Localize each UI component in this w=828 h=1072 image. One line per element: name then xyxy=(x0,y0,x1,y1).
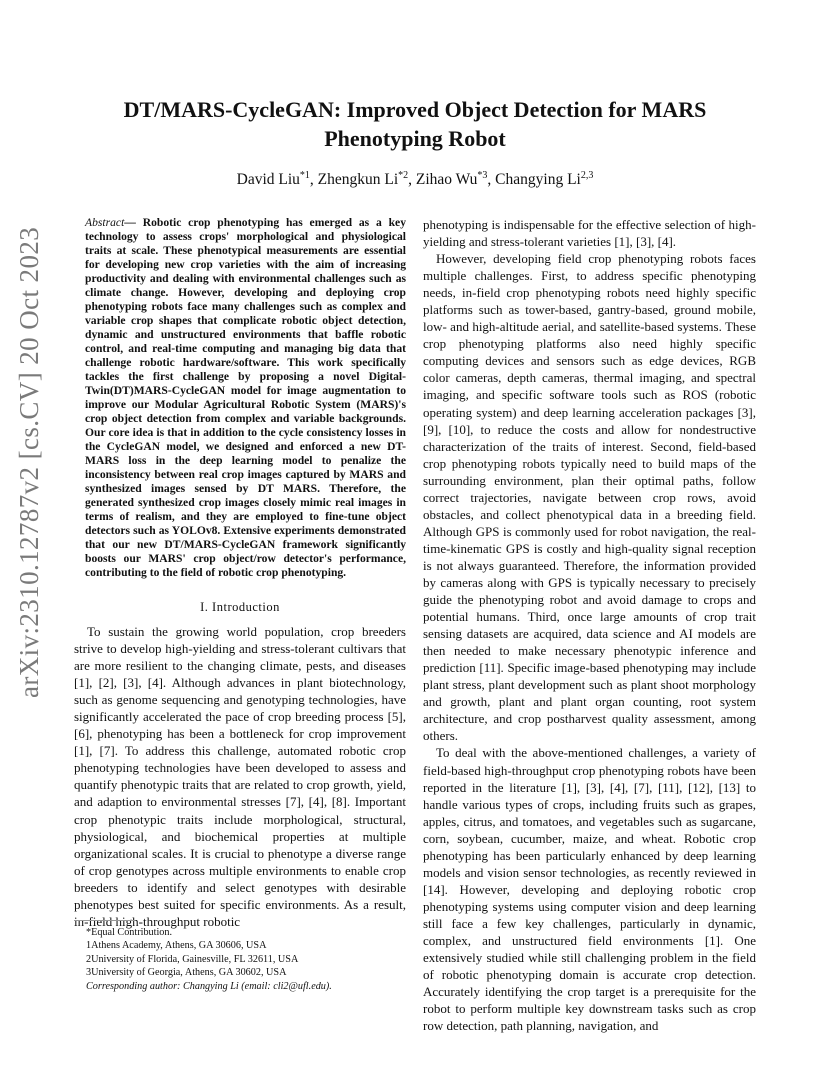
footnotes xyxy=(74,926,406,993)
intro-paragraph: To sustain the growing world population, crop breeders strive to develop high-yielding and stress-tolerant cultivars that are more resilient to the changing climate, pests, and diseases [1], [2], [3], [4]. Although advances in plant biotechnology, such as genome sequencing and genotyping technologies, have significantly accelerated the pace of crop breeding process [5], [6], phenotyping has been a bottleneck for crop improvement [1], [7]. To address this challenge, automated robotic crop phenotyping technologies have been developed to assess and quantify phenotypic traits that are related to crop growth, yield, and adaption to environmental stresses [7], [4], [8]. Important crop phenotypic traits include morphological, structural, physiological, and biochemical properties at multiple organizational scales. It is crucial to phenotype a diverse range of crop genotypes across multiple environments to enable crop breeders to identify and select genotypes with desirable phenotypes best suited for specific environments. As a result, in-field high-throughput robotic xyxy=(74,624,406,929)
corresponding-author: Corresponding author: Changying Li (email: cli2@ufl.edu). xyxy=(86,980,332,992)
footnote-affiliation-3: 3University of Georgia, Athens, GA 30602, USA xyxy=(86,967,287,979)
abstract xyxy=(74,216,406,580)
footnote-affiliation-1: 1Athens Academy, Athens, GA 30606, USA xyxy=(86,940,267,952)
author-affiliation: 2,3 xyxy=(580,170,594,181)
left-column xyxy=(74,216,406,930)
footnote-equal-contribution: *Equal Contribution. xyxy=(86,927,173,938)
arxiv-stamp: arXiv:2310.12787v2 [cs.CV] 20 Oct 2023 xyxy=(14,226,44,698)
footnote-affiliation-2: 2University of Florida, Gainesville, FL 32611, USA xyxy=(86,953,299,965)
right-paragraph-1: phenotyping is indispensable for the effective selection of high-yielding and stress-tolerant varieties [1], [3], [4]. xyxy=(423,217,756,250)
abstract-label: Abstract xyxy=(85,216,125,229)
title-line-2: Phenotyping Robot xyxy=(324,126,506,151)
paper-title xyxy=(80,95,750,153)
right-paragraph-3: To deal with the above-mentioned challenges, a variety of field-based high-throughput crop phenotyping robots have been reported in the literature [1], [3], [4], [7], [11], [12], [13] to handle various types of crops, including fruits such as grapes, apples, citrus, and tomatoes, and vegetables such as sugarcane, corn, soybean, cucumber, maize, and wheat. Robotic crop phenotyping has been particularly enhanced by deep learning models and vision sensor technologies, as recently reviewed in [14]. However, developing and deploying robotic crop phenotyping systems using computer vision and deep learning still face a few key challenges, particularly in dynamic, complex, and unstructured field environments [1]. One extensively studied while still challenging problem in the field of robotic phenotyping domain is accurate crop detection. Accurately identifying the crop target is a prerequisite for the robot to perform multiple key downstream tasks such as crop row detection, path planning, navigation, and xyxy=(423,745,756,1034)
author-name: Zihao Wu xyxy=(415,171,478,189)
abstract-text: — Robotic crop phenotyping has emerged as a key technology to assess crops' morphological and physiological traits at scale. These phenotypical measurements are essential for developing new crop varieties with the aim of increasing productivity and dealing with environmental challenges such as climate change. However, developing and deploying crop phenotyping robots face many challenges such as complex and variable crop shapes that complicate robotic object detection, dynamic and unstructured environments that baffle robotic control, and real-time computing and managing big data that challenge robotic hardware/software. This work specifically tackles the first challenge by proposing a novel Digital-Twin(DT)MARS-CycleGAN model for image augmentation to improve our Modular Agricultural Robotic System (MARS)'s crop object detection from complex and variable backgrounds. Our core idea is that in addition to the cycle consistency losses in the CycleGAN model, we designed and enforced a new DT-MARS loss in the deep learning model to penalize the inconsistency between real crop images captured by MARS and synthesized images sensed by DT MARS. Therefore, the generated synthesized crop images closely mimic real images in terms of realism, and they are employed to fine-tune object detectors such as YOLOv8. Extensive experiments demonstrated that our new DT/MARS-CycleGAN framework significantly boosts our MARS' crop object/row detector's performance, contributing to the field of robotic crop phenotyping. xyxy=(85,216,406,579)
author-name: Changying Li xyxy=(495,171,581,189)
author-list: David Liu$^{*1}$, Zhengkun Li$^{*2}$, Zihao Wu$^{*3}$, Changying Li$^{2,3}$ xyxy=(236,170,594,189)
title-line-1: DT/MARS-CycleGAN: Improved Object Detection for MARS xyxy=(123,97,707,122)
author-affiliation: *1 xyxy=(299,170,310,181)
right-column xyxy=(423,216,756,1034)
right-paragraph-2: However, developing field crop phenotyping robots faces multiple challenges. First, to address specific phenotyping needs, in-field crop phenotyping robots need highly specific platforms such as tower-based, gantry-based, ground mobile, low- and high-altitude aerial, and satellite-based systems. These crop phenotyping platforms also need highly specific computing devices and sensors such as edge devices, RGB color cameras, depth cameras, thermal imaging, and spectral imaging, and specific software tools such as ROS (robotic operating system) and deep learning acceleration packages [3], [9], [10], to reduce the costs and allow for nondestructive characterization of the traits of interest. Second, field-based crop phenotyping robots typically need to build maps of the surrounding environment, plan their optimal paths, follow correct trajectories, navigate between crop rows, avoid obstacles, and collect phenotypical data in a breeding field. Although GPS is commonly used for robot navigation, the real-time-kinematic GPS is costly and high-quality signal reception is not always guaranteed. Therefore, the information provided by cameras along with GPS is typically necessary to precisely guide the phenotyping robot and avoid damage to crops and potential humans. Third, once large amounts of crop trait sensing datasets are acquired, data science and AI models are then needed to make necessary phenotypic inference and prediction [11]. Specific image-based phenotyping may include plant stress, plant development such as plant shoot morphology and growth, plant and plant organ counting, root system architecture, and crop postharvest quality assessment, among others. xyxy=(423,251,756,744)
author-name: David Liu xyxy=(236,171,300,189)
author-affiliation: *3 xyxy=(477,170,488,181)
section-heading-introduction: I. Introduction xyxy=(200,600,280,614)
footnote-rule xyxy=(74,920,134,921)
author-name: Zhengkun Li xyxy=(317,171,399,189)
author-affiliation: *2 xyxy=(398,170,409,181)
